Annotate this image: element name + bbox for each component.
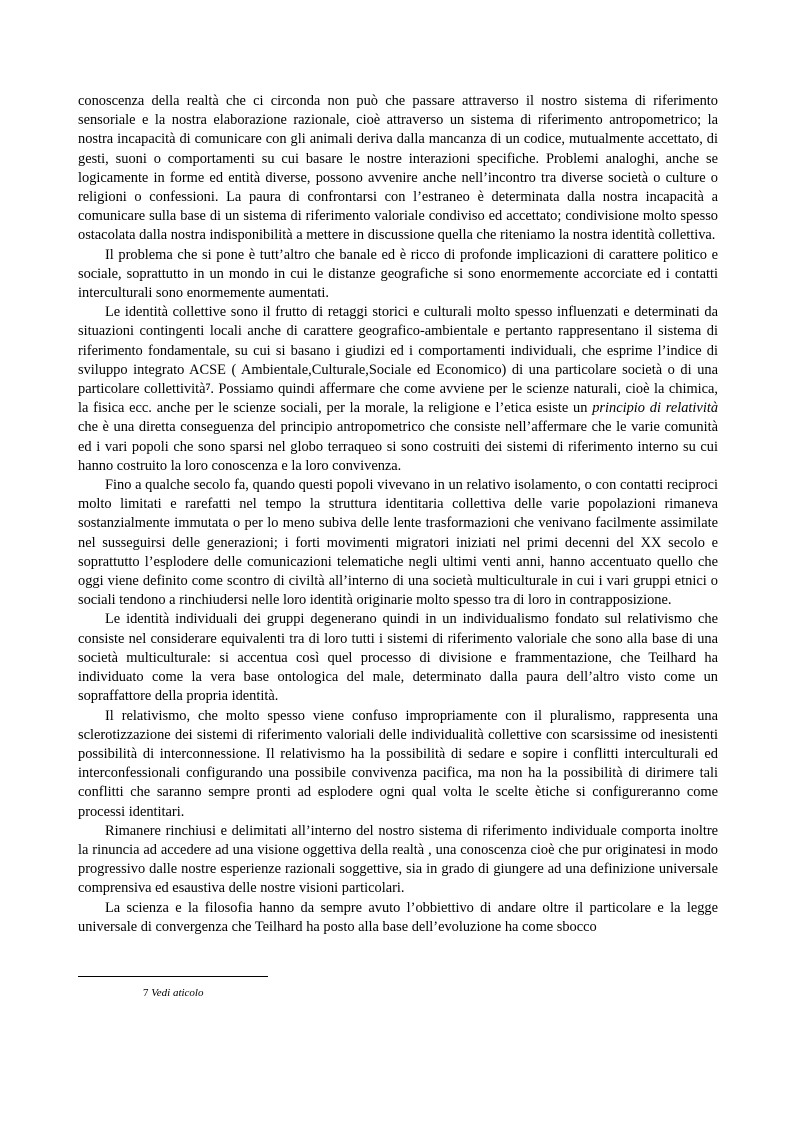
paragraph-1: conoscenza della realtà che ci circonda non può che passare attraverso il nostro sistema di riferimento sensoriale e la nostra elaborazione razionale, cioè attraverso un sistema di riferimento antropometrico; la nostra incapacità di comunicare con gli animali deriva dalla mancanza di un codice, mutualmente accettato, di gesti, suoni o comportamenti su cui basare le nostre interazioni specifiche. Problemi analoghi, anche se logicamente in forme ed entità diverse, possono avvenire anche nell’incontro tra diverse società o culture o religioni o confessioni. La paura di confrontarsi con l’estraneo è determinata dalla nostra incapacità a comunicare sulla base di un sistema di riferimento valoriale condiviso ed accettato; condivisione molto spesso ostacolata dalla nostra indisponibilità a mettere in discussione quella che riteniamo la nostra identità collettiva.	[78, 93, 718, 244]
footnote	[143, 987, 204, 999]
paragraph-4: Fino a qualche secolo fa, quando questi popoli vivevano in un relativo isolamento, o con contatti reciproci molto limitati e rarefatti nel tempo la struttura identitaria collettiva delle varie popolazioni rimaneva sostanzialmente immutata o per lo meno subiva delle lente trasformazioni che venivano facilmente assimilate nel susseguirsi delle generazioni; i forti movimenti migratori iniziati nel primi decenni del XX secolo e soprattutto l’esplodere delle comunicazioni telematiche negli ultimi venti anni, hanno accentuato quello che oggi viene definito come scontro di civiltà all’interno di una società multiculturale in cui i vari gruppi etnici o sociali tendono a rinchiudersi nelle loro identità originarie molto spesso tra di loro in contrapposizione.	[78, 477, 718, 609]
paragraph-7: Rimanere rinchiusi e delimitati all’interno del nostro sistema di riferimento individuale comporta inoltre la rinuncia ad accedere ad una visione oggettiva della realtà , una conoscenza cioè che pur originatesi in modo progressivo dalle nostre esperienze razionali soggettive, sia in grado di giungere ad una definizione universale comprensiva ed esaustiva delle nostre visioni particolari.	[78, 822, 718, 897]
paragraph-2: Il problema che si pone è tutt’altro che banale ed è ricco di profonde implicazioni di carattere politico e sociale, soprattutto in un mondo in cui le distanze geografiche si sono enormemente accorciate ed i contatti interculturali sono enormemente aumentati.	[78, 246, 718, 302]
footnote-number: 7	[143, 987, 149, 999]
paragraph-3-italic: principio di relatività	[592, 400, 719, 417]
paragraph-3	[78, 303, 718, 476]
footnote-divider	[78, 976, 268, 977]
document-body	[78, 92, 718, 937]
footnote-reference[interactable]: 7	[205, 383, 211, 394]
paragraph-3-part-c: che è una diretta conseguenza del principio antropometrico che consiste nell’affermare che le varie comunità ed i vari popoli che sono sparsi nel globo terraqueo si sono costruiti dei sistemi di riferimento interno su cui hanno costruito la loro conoscenza e la loro convivenza.	[78, 419, 718, 474]
paragraph-3-part-b: . Possiamo quindi affermare che come avviene per le scienze naturali, cioè la chimica, la fisica ecc. anche per le scienze sociali, per la morale, la religione e l’etica esiste un	[78, 381, 719, 417]
paragraph-3-part-a: Le identità collettive sono il frutto di retaggi storici e culturali molto spesso influenzati e determinati da situazioni contingenti locali anche di carattere geografico-ambientale e pertanto rappresentano il sistema di riferimento fondamentale, su cui si basano i giudizi ed i comportamenti individuali, che esprime l’indice di sviluppo integrato ACSE ( Ambientale,Culturale,Sociale ed Economico) di una particolare società o di una particolare collettività	[78, 304, 718, 398]
paragraph-5: Le identità individuali dei gruppi degenerano quindi in un individualismo fondato sul relativismo che consiste nel considerare equivalenti tra di loro tutti i sistemi di riferimento valoriale che sono alla base di una società multiculturale: si accentua così quel processo di divisione e frammentazione, che Teilhard ha individuato come la vera base ontologica del male, determinato dalla paura dell’altro visto come un sopraffattore della propria identità.	[78, 611, 718, 705]
paragraph-8: La scienza e la filosofia hanno da sempre avuto l’obbiettivo di andare oltre il particolare e la legge universale di convergenza che Teilhard ha posto alla base dell’evoluzione ha come sbocco	[78, 899, 718, 935]
footnote-text: Vedi aticolo	[151, 987, 204, 999]
paragraph-6: Il relativismo, che molto spesso viene confuso impropriamente con il pluralismo, rappresenta una sclerotizzazione dei sistemi di riferimento valoriali delle individualità collettive con scarsissime od inesistenti possibilità di interconnessione. Il relativismo ha la possibilità di sedare e sopire i conflitti interculturali ed interconfessionali configurando una possibile convivenza pacifica, ma non ha la possibilità di dirimere tali conflitti che saranno sempre pronti ad esplodere ogni qual volta le scelte ètiche si configureranno come processi identitari.	[78, 707, 718, 820]
